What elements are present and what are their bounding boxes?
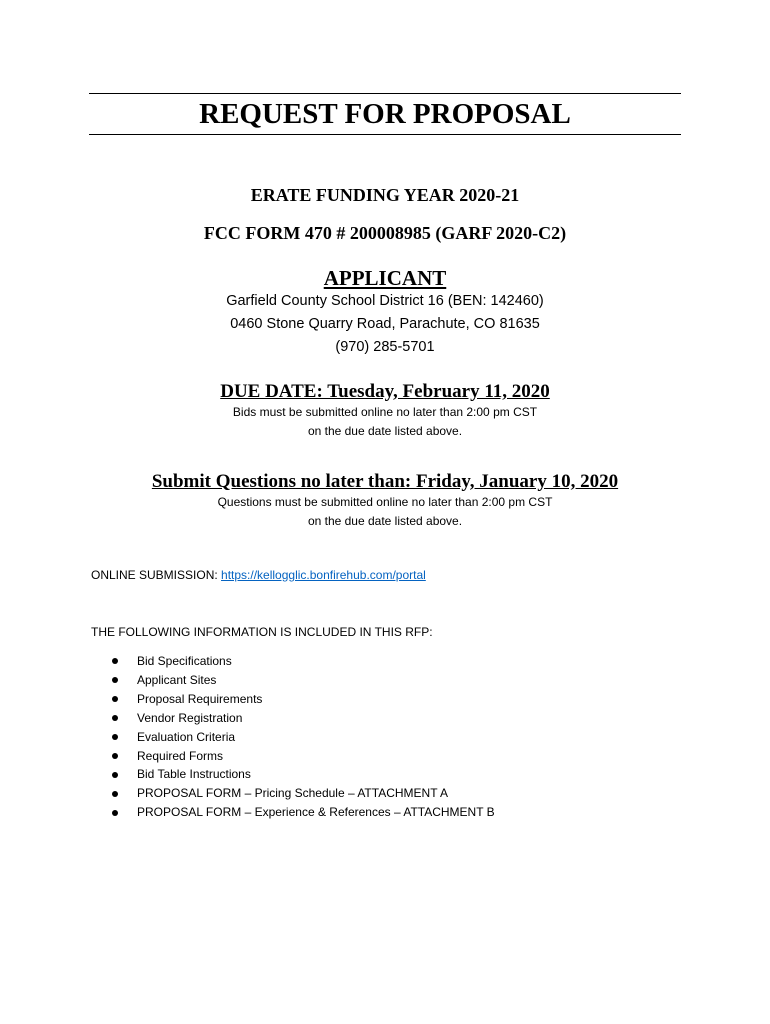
bullet-icon (112, 658, 118, 664)
rfp-contents-list (112, 652, 495, 822)
list-item: Applicant Sites (112, 671, 495, 690)
page-title: REQUEST FOR PROPOSAL (199, 98, 571, 130)
online-submission (91, 566, 426, 584)
questions-line-1: Questions must be submitted online no later than 2:00 pm CST (217, 495, 553, 509)
applicant-heading: APPLICANT (323, 266, 447, 290)
fcc-form-number: FCC FORM 470 # 200008985 (GARF 2020-C2) (203, 223, 567, 243)
bullet-icon (112, 753, 118, 759)
bullet-icon (112, 810, 118, 816)
list-item: Required Forms (112, 747, 495, 766)
list-item: Bid Table Instructions (112, 765, 495, 784)
due-date-line-2: on the due date listed above. (307, 424, 463, 438)
bullet-icon (112, 791, 118, 797)
due-date-line-1: Bids must be submitted online no later than 2:00 pm CST (232, 405, 538, 419)
title-top-rule (89, 93, 681, 94)
online-submission-label: ONLINE SUBMISSION: (91, 568, 222, 582)
list-item: Evaluation Criteria (112, 728, 495, 747)
list-item: PROPOSAL FORM – Experience & References – ATTACHMENT B (112, 803, 495, 822)
list-item: Proposal Requirements (112, 690, 495, 709)
list-item: Bid Specifications (112, 652, 495, 671)
funding-year: ERATE FUNDING YEAR 2020-21 (250, 185, 520, 205)
bullet-icon (112, 696, 118, 702)
rfp-contents-intro: THE FOLLOWING INFORMATION IS INCLUDED IN THIS RFP: (91, 625, 433, 639)
list-item: Vendor Registration (112, 709, 495, 728)
list-item: PROPOSAL FORM – Pricing Schedule – ATTACHMENT A (112, 784, 495, 803)
applicant-phone: (970) 285-5701 (335, 339, 435, 355)
bullet-icon (112, 677, 118, 683)
due-date-heading: DUE DATE: Tuesday, February 11, 2020 (220, 381, 550, 402)
questions-heading: Submit Questions no later than: Friday, January 10, 2020 (151, 471, 619, 492)
submission-portal-link[interactable]: https://kellogglic.bonfirehub.com/portal (221, 568, 426, 582)
title-bottom-rule (89, 134, 681, 135)
bullet-icon (112, 734, 118, 740)
applicant-name: Garfield County School District 16 (BEN: 142460) (226, 293, 544, 309)
questions-line-2: on the due date listed above. (307, 514, 463, 528)
bullet-icon (112, 715, 118, 721)
bullet-icon (112, 772, 118, 778)
applicant-address: 0460 Stone Quarry Road, Parachute, CO 81635 (230, 316, 540, 332)
